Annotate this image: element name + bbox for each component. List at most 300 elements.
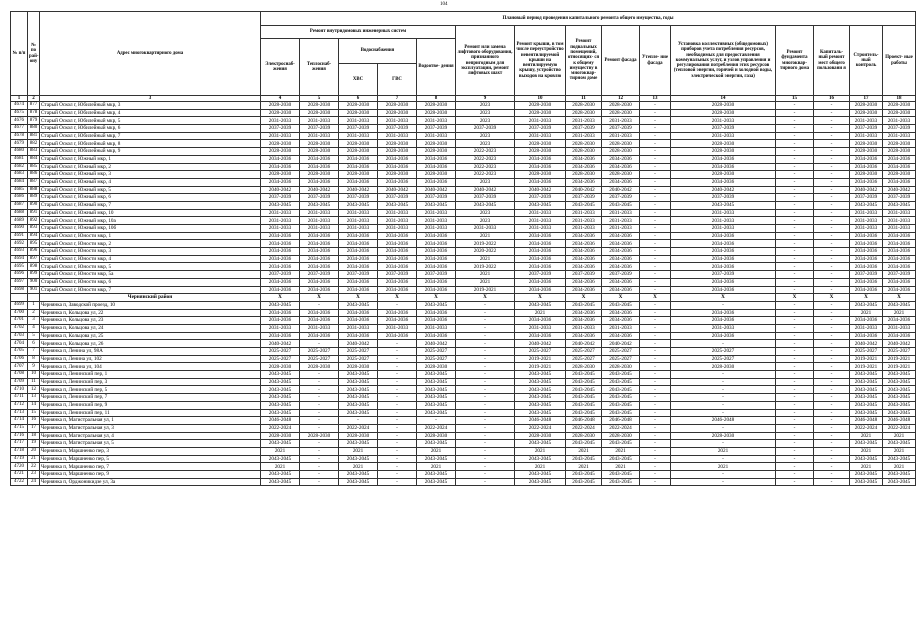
table-cell: Старый Оскол г, Юности мкр, 2 xyxy=(40,240,261,248)
table-cell: 890 xyxy=(28,201,40,209)
table-cell: 2034-2036 xyxy=(261,178,300,186)
table-cell: - xyxy=(776,194,814,202)
table-cell: 2021 xyxy=(671,463,776,471)
table-cell: 2034-2036 xyxy=(378,317,417,325)
table-cell: 23 xyxy=(28,471,40,479)
table-cell: 2034-2036 xyxy=(261,163,300,171)
table-cell: - xyxy=(671,471,776,479)
table-cell: - xyxy=(776,178,814,186)
table-cell: Чернянка п, Орджоникидзе ул, 3а xyxy=(40,478,261,486)
table-cell: 2031-2033 xyxy=(417,209,456,217)
table-cell: Старый Оскол г, Южный мкр, 10б xyxy=(40,225,261,233)
table-row xyxy=(11,363,916,371)
table-cell: 2023 xyxy=(456,132,515,140)
table-cell: 4698 xyxy=(11,286,28,294)
table-cell: 2037-2039 xyxy=(602,125,640,133)
table-cell: 2040-2042 xyxy=(602,186,640,194)
column-number: 11 xyxy=(566,96,602,102)
table-cell: 2034-2036 xyxy=(566,255,602,263)
table-cell: 4706 xyxy=(11,355,28,363)
table-cell: - xyxy=(300,417,339,425)
table-cell: 2025-2027 xyxy=(300,355,339,363)
table-cell: 2043-2045 xyxy=(850,371,883,379)
table-row xyxy=(11,163,916,171)
column-number: 4 xyxy=(261,96,300,102)
table-cell: 2034-2036 xyxy=(566,248,602,256)
table-cell: - xyxy=(814,440,850,448)
x-mark: X xyxy=(883,294,916,302)
table-cell: 2037-2039 xyxy=(417,125,456,133)
table-cell: 2025-2027 xyxy=(602,355,640,363)
table-cell: 2028-2030 xyxy=(671,148,776,156)
table-cell: 2043-2045 xyxy=(850,201,883,209)
table-cell: - xyxy=(814,171,850,179)
table-row xyxy=(11,471,916,479)
table-cell: - xyxy=(456,317,515,325)
table-cell: 2043-2045 xyxy=(261,440,300,448)
header-common-areas: Капиталь- ный ремонт мест общего пользовани я xyxy=(814,26,850,96)
table-cell: 2034-2036 xyxy=(602,178,640,186)
table-cell: 2040-2042 xyxy=(261,340,300,348)
table-cell: 2034-2036 xyxy=(850,232,883,240)
table-cell: 2043-2045 xyxy=(566,401,602,409)
table-cell: 2034-2036 xyxy=(671,178,776,186)
table-cell: 2037-2039 xyxy=(339,125,378,133)
table-row xyxy=(11,171,916,179)
table-cell: 2025-2027 xyxy=(300,348,339,356)
table-cell: 2031-2033 xyxy=(456,225,515,233)
table-cell: 2034-2036 xyxy=(261,248,300,256)
table-cell: 2034-2036 xyxy=(883,155,916,163)
table-cell: 2034-2036 xyxy=(378,178,417,186)
table-cell: 2021 xyxy=(671,447,776,455)
table-cell: 4709 xyxy=(11,378,28,386)
table-cell: - xyxy=(776,102,814,110)
table-cell: - xyxy=(456,371,515,379)
table-cell: Старый Оскол г, Юбилейный мкр, 4 xyxy=(40,109,261,117)
table-cell: 2031-2033 xyxy=(261,132,300,140)
table-cell: 2037-2039 xyxy=(602,271,640,279)
table-cell: 2025-2027 xyxy=(417,348,456,356)
table-cell: - xyxy=(640,194,671,202)
table-cell: 4721 xyxy=(11,471,28,479)
table-cell: - xyxy=(814,324,850,332)
table-cell: 2031-2033 xyxy=(602,217,640,225)
table-cell: - xyxy=(671,409,776,417)
table-cell: Старый Оскол г, Южный мкр, 2 xyxy=(40,163,261,171)
table-cell: 2034-2036 xyxy=(566,286,602,294)
x-mark: X xyxy=(566,294,602,302)
table-cell: 4719 xyxy=(11,455,28,463)
table-cell: - xyxy=(776,471,814,479)
table-cell: 2021 xyxy=(339,463,378,471)
table-cell: 2025-2027 xyxy=(566,348,602,356)
header-cold-water: ХВС xyxy=(339,64,378,96)
table-row xyxy=(11,386,916,394)
table-cell: 2043-2045 xyxy=(566,378,602,386)
table-cell: - xyxy=(456,417,515,425)
table-cell: 2043-2045 xyxy=(883,201,916,209)
table-cell: - xyxy=(640,125,671,133)
table-cell: 2034-2036 xyxy=(602,163,640,171)
table-cell: - xyxy=(814,363,850,371)
table-cell: 4695 xyxy=(11,263,28,271)
table-cell: 10 xyxy=(28,371,40,379)
table-cell: 2043-2045 xyxy=(883,301,916,309)
table-cell: 2043-2045 xyxy=(883,440,916,448)
table-row xyxy=(11,271,916,279)
table-cell: 2028-2030 xyxy=(417,363,456,371)
table-cell: 2046-2048 xyxy=(566,417,602,425)
table-cell: - xyxy=(814,278,850,286)
table-row xyxy=(11,478,916,486)
table-cell: 2021 xyxy=(456,278,515,286)
table-cell: - xyxy=(776,225,814,233)
table-cell: 2043-2045 xyxy=(566,371,602,379)
table-cell: 2037-2039 xyxy=(339,194,378,202)
table-cell: - xyxy=(776,432,814,440)
table-cell: 2034-2036 xyxy=(602,232,640,240)
table-cell: 2043-2045 xyxy=(883,471,916,479)
table-cell: 22 xyxy=(28,463,40,471)
table-cell: - xyxy=(456,355,515,363)
table-cell: 2031-2033 xyxy=(671,132,776,140)
table-cell: 2031-2033 xyxy=(850,217,883,225)
table-cell: - xyxy=(776,394,814,402)
table-cell: - xyxy=(814,271,850,279)
table-cell: - xyxy=(300,371,339,379)
table-cell: 2025-2027 xyxy=(671,348,776,356)
table-cell: - xyxy=(776,148,814,156)
x-mark: X xyxy=(602,294,640,302)
table-cell: 2034-2036 xyxy=(671,278,776,286)
table-cell: 2037-2039 xyxy=(566,125,602,133)
table-cell: 2043-2045 xyxy=(417,386,456,394)
table-cell: 2031-2033 xyxy=(339,217,378,225)
table-cell: Чернянка п, Ленинский пер, 1 xyxy=(40,371,261,379)
table-cell: - xyxy=(640,447,671,455)
table-cell: 2034-2036 xyxy=(850,286,883,294)
table-cell: 2034-2036 xyxy=(883,332,916,340)
table-cell: 2043-2045 xyxy=(602,386,640,394)
table-cell: 898 xyxy=(28,263,40,271)
table-row xyxy=(11,371,916,379)
table-cell: 2022-2024 xyxy=(515,424,566,432)
table-cell: 2034-2036 xyxy=(566,263,602,271)
table-cell: 2043-2045 xyxy=(261,371,300,379)
table-cell: - xyxy=(814,386,850,394)
table-row xyxy=(11,201,916,209)
table-cell: 2021 xyxy=(602,447,640,455)
table-cell: Старый Оскол г, Юбилейный мкр, 7 xyxy=(40,132,261,140)
table-cell: - xyxy=(776,217,814,225)
table-cell: 2034-2036 xyxy=(339,263,378,271)
table-cell: Чернянка п, Маршненко пер, 7 xyxy=(40,463,261,471)
header-hot-water: ГВС xyxy=(378,64,417,96)
table-cell: 2043-2045 xyxy=(417,201,456,209)
table-cell: 13 xyxy=(28,394,40,402)
table-cell: - xyxy=(300,386,339,394)
table-cell: 2025-2027 xyxy=(515,348,566,356)
table-cell: 2037-2039 xyxy=(378,125,417,133)
table-cell: 2046-2048 xyxy=(515,417,566,425)
table-cell: 2028-2030 xyxy=(515,102,566,110)
table-cell: 2043-2045 xyxy=(456,201,515,209)
table-cell: 2034-2036 xyxy=(515,163,566,171)
table-cell: - xyxy=(814,155,850,163)
table-cell: 2034-2036 xyxy=(378,286,417,294)
table-cell: 2031-2033 xyxy=(602,209,640,217)
table-cell: 2043-2045 xyxy=(261,378,300,386)
table-cell: 2037-2039 xyxy=(602,194,640,202)
table-cell: 2037-2039 xyxy=(378,271,417,279)
table-cell: - xyxy=(814,463,850,471)
table-cell: 4688 xyxy=(11,209,28,217)
table-cell: 2043-2045 xyxy=(566,478,602,486)
table-cell: 2034-2036 xyxy=(300,163,339,171)
table-cell: - xyxy=(300,478,339,486)
table-cell: - xyxy=(671,455,776,463)
table-cell: 2034-2036 xyxy=(417,248,456,256)
table-cell: 2031-2033 xyxy=(515,117,566,125)
table-cell: Чернянка п, Ленина ул, 102 xyxy=(40,355,261,363)
table-row xyxy=(11,424,916,432)
column-number: 8 xyxy=(417,96,456,102)
table-cell: 2031-2033 xyxy=(339,225,378,233)
section-row xyxy=(11,294,916,302)
table-cell: 2043-2045 xyxy=(850,386,883,394)
table-cell: 901 xyxy=(28,286,40,294)
table-cell: 2043-2045 xyxy=(515,455,566,463)
table-cell: 2043-2045 xyxy=(417,401,456,409)
table-cell: 2028-2030 xyxy=(339,109,378,117)
table-cell: 2028-2030 xyxy=(300,109,339,117)
table-cell: 2034-2036 xyxy=(339,232,378,240)
table-cell: 2031-2033 xyxy=(566,209,602,217)
table-cell: - xyxy=(814,394,850,402)
table-cell: - xyxy=(776,209,814,217)
table-cell: 2025-2027 xyxy=(671,355,776,363)
table-cell: 9 xyxy=(28,363,40,371)
table-cell: 2043-2045 xyxy=(883,478,916,486)
table-cell: - xyxy=(640,278,671,286)
table-cell: 2031-2033 xyxy=(339,209,378,217)
table-cell: 2031-2033 xyxy=(417,324,456,332)
section-title: Чернянский район xyxy=(40,294,261,302)
table-cell: - xyxy=(671,440,776,448)
table-cell: Чернянка п, Кольцова ул, 24 xyxy=(40,324,261,332)
table-cell: 2028-2030 xyxy=(261,102,300,110)
table-cell: 2034-2036 xyxy=(261,278,300,286)
header-district-num: № по рай- ону xyxy=(28,12,40,96)
table-cell: - xyxy=(814,240,850,248)
table-cell: 2021 xyxy=(883,463,916,471)
table-cell: 2034-2036 xyxy=(417,309,456,317)
table-cell: 4718 xyxy=(11,447,28,455)
table-row xyxy=(11,409,916,417)
table-cell: - xyxy=(814,201,850,209)
table-cell: 2043-2045 xyxy=(515,471,566,479)
table-cell: 4681 xyxy=(11,155,28,163)
table-cell: - xyxy=(640,148,671,156)
table-cell: Чернянка п, Ленинский пер, 3 xyxy=(40,378,261,386)
table-cell: 2037-2039 xyxy=(261,194,300,202)
table-cell: - xyxy=(640,171,671,179)
table-cell: 4720 xyxy=(11,463,28,471)
table-cell: 894 xyxy=(28,232,40,240)
table-cell: Чернянка п, Ленинский пер, 5 xyxy=(40,386,261,394)
table-row xyxy=(11,255,916,263)
table-cell: - xyxy=(814,301,850,309)
table-cell: 2034-2036 xyxy=(671,332,776,340)
header-internal-systems: Ремонт внутридомовых инженерных систем xyxy=(261,26,456,39)
table-cell: - xyxy=(814,148,850,156)
table-cell: 2034-2036 xyxy=(602,309,640,317)
table-cell: - xyxy=(776,248,814,256)
table-cell: 2034-2036 xyxy=(300,240,339,248)
x-mark: X xyxy=(456,294,515,302)
table-cell: 2034-2036 xyxy=(566,332,602,340)
table-cell: 2043-2045 xyxy=(850,478,883,486)
table-cell: - xyxy=(814,125,850,133)
table-cell: - xyxy=(776,271,814,279)
table-cell: 2034-2036 xyxy=(602,286,640,294)
table-cell: 2034-2036 xyxy=(417,255,456,263)
table-cell: Старый Оскол г, Юности мкр, 3 xyxy=(40,248,261,256)
table-row xyxy=(11,332,916,340)
table-cell: - xyxy=(776,163,814,171)
table-cell: 2037-2039 xyxy=(515,271,566,279)
table-cell: 4679 xyxy=(11,140,28,148)
table-cell: 2021 xyxy=(602,463,640,471)
table-cell: 4678 xyxy=(11,132,28,140)
table-cell: Старый Оскол г, Юбилейный мкр, 3 xyxy=(40,102,261,110)
header-design-works: Проект- ные работы xyxy=(883,26,916,96)
table-cell: 2043-2045 xyxy=(339,471,378,479)
table-cell: 2023 xyxy=(456,117,515,125)
table-cell: 2043-2045 xyxy=(339,409,378,417)
table-cell: 2037-2039 xyxy=(671,194,776,202)
table-cell: 2028-2030 xyxy=(417,432,456,440)
table-cell: Старый Оскол г, Южный мкр, 1 xyxy=(40,155,261,163)
table-cell: 2021 xyxy=(850,463,883,471)
header-foundation: Ремонт фундамента многоквар- тирного дома xyxy=(776,26,814,96)
table-cell: - xyxy=(776,463,814,471)
table-cell: 2043-2045 xyxy=(339,401,378,409)
table-cell: - xyxy=(640,440,671,448)
table-cell: 2028-2030 xyxy=(602,102,640,110)
table-cell: 2034-2036 xyxy=(850,263,883,271)
column-number: 3 xyxy=(40,96,261,102)
table-cell: 4716 xyxy=(11,432,28,440)
table-cell: 2025-2027 xyxy=(261,348,300,356)
table-row xyxy=(11,394,916,402)
table-cell: 2037-2039 xyxy=(671,125,776,133)
table-cell: - xyxy=(456,394,515,402)
table-cell: 2037-2039 xyxy=(456,125,515,133)
table-cell: - xyxy=(456,447,515,455)
table-cell: 2021 xyxy=(883,447,916,455)
table-cell: 2028-2030 xyxy=(850,171,883,179)
table-cell: - xyxy=(814,355,850,363)
table-cell: 2031-2033 xyxy=(850,132,883,140)
table-cell: - xyxy=(814,163,850,171)
table-cell: 2034-2036 xyxy=(602,240,640,248)
table-cell: Чернянка п, Магистральная ул, 1 xyxy=(40,417,261,425)
table-cell: 2031-2033 xyxy=(378,217,417,225)
table-cell: 2019-2022 xyxy=(456,240,515,248)
table-cell: - xyxy=(814,401,850,409)
table-cell: 2021 xyxy=(417,463,456,471)
table-cell: 2028-2030 xyxy=(566,140,602,148)
table-cell: Чернянка п, Ленинский пер, 9 xyxy=(40,401,261,409)
table-cell: 2034-2036 xyxy=(515,278,566,286)
table-cell: - xyxy=(640,225,671,233)
table-cell: 2043-2045 xyxy=(339,394,378,402)
table-cell: 2043-2045 xyxy=(566,301,602,309)
table-cell: 2043-2045 xyxy=(515,478,566,486)
table-cell: 2034-2036 xyxy=(850,178,883,186)
table-cell: 2043-2045 xyxy=(850,440,883,448)
table-cell: 2034-2036 xyxy=(515,155,566,163)
table-cell: 2028-2030 xyxy=(417,109,456,117)
table-cell: - xyxy=(300,455,339,463)
table-row xyxy=(11,378,916,386)
table-cell: - xyxy=(640,471,671,479)
table-cell: - xyxy=(640,478,671,486)
table-cell: 2034-2036 xyxy=(261,263,300,271)
table-row xyxy=(11,194,916,202)
table-cell: 6 xyxy=(28,340,40,348)
table-cell: 2034-2036 xyxy=(671,248,776,256)
table-row xyxy=(11,217,916,225)
table-cell: - xyxy=(456,340,515,348)
table-cell: 2019-2021 xyxy=(883,363,916,371)
x-mark: X xyxy=(850,294,883,302)
table-cell: 2043-2045 xyxy=(602,478,640,486)
table-cell: - xyxy=(378,424,417,432)
table-cell: 2031-2033 xyxy=(566,117,602,125)
table-cell: - xyxy=(640,178,671,186)
table-cell: - xyxy=(776,409,814,417)
table-cell: 2034-2036 xyxy=(883,278,916,286)
table-cell: 2028-2030 xyxy=(417,140,456,148)
table-cell: 2034-2036 xyxy=(850,278,883,286)
table-cell: 2034-2036 xyxy=(671,317,776,325)
table-cell: 2043-2045 xyxy=(671,201,776,209)
table-cell xyxy=(11,294,28,302)
table-cell: 2043-2045 xyxy=(883,378,916,386)
table-cell: 887 xyxy=(28,178,40,186)
table-cell: 16 xyxy=(28,417,40,425)
table-cell: - xyxy=(378,363,417,371)
table-cell: 2043-2045 xyxy=(883,401,916,409)
table-cell: 4 xyxy=(28,324,40,332)
table-cell: 2028-2030 xyxy=(671,171,776,179)
table-cell: - xyxy=(814,417,850,425)
table-cell: - xyxy=(640,386,671,394)
table-cell: - xyxy=(814,309,850,317)
table-cell: - xyxy=(814,255,850,263)
table-cell: 2021 xyxy=(515,463,566,471)
table-cell: 2034-2036 xyxy=(261,240,300,248)
table-cell: - xyxy=(776,155,814,163)
table-cell: 2023 xyxy=(456,209,515,217)
table-cell: 2043-2045 xyxy=(566,409,602,417)
table-cell: - xyxy=(300,401,339,409)
table-row xyxy=(11,317,916,325)
table-cell: 2034-2036 xyxy=(378,155,417,163)
